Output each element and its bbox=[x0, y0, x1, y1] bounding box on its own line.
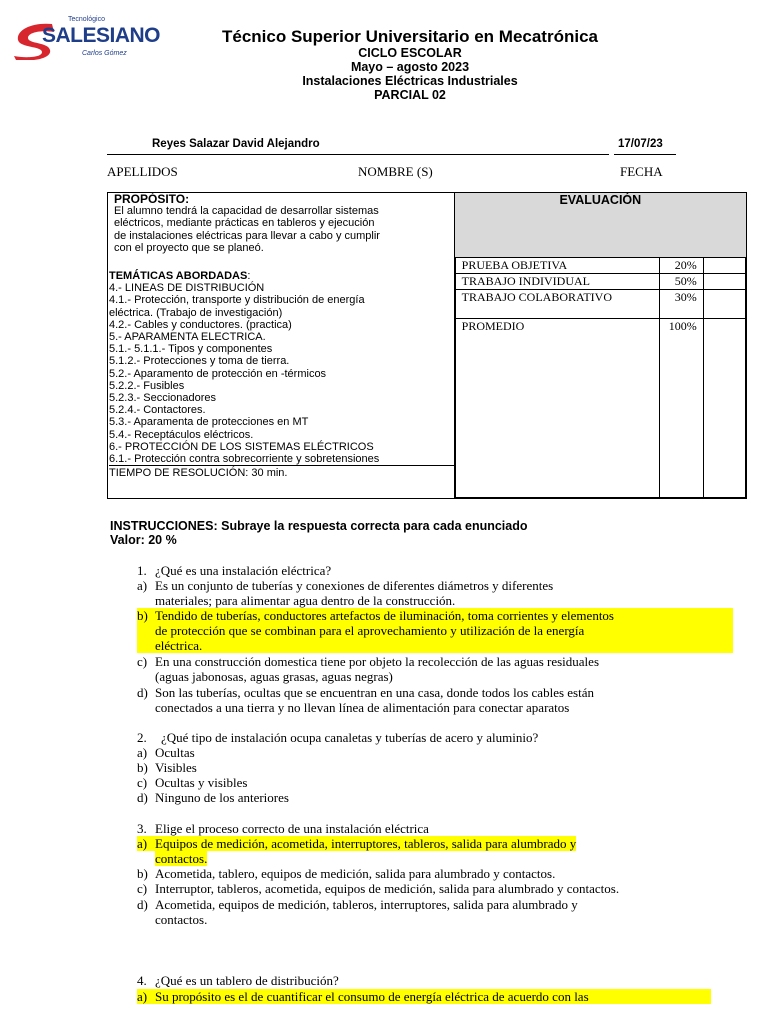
question-number: 3. bbox=[137, 821, 147, 836]
question-text: Elige el proceso correcto de una instalación eléctrica bbox=[155, 821, 429, 836]
question-2-option-c[interactable] bbox=[137, 775, 247, 790]
purpose-cell: PROPÓSITO: El alumno tendrá la capacidad de desarrollar sistemas eléctricos, mediante prácticas en tableros y ejecución de instalaciones eléctricas para llevar a cabo y cumplir con el proyecto que se planeó. TEMÁTICAS ABORDADAS: 4.- LINEAS DE DISTRIBUCIÓN 4.1.- Protección, transporte y distribución de energía eléctrica. (Trabajo de investigación) 4.2.- Cables y conductores. (practica) 5.- APARAMENTA ELECTRICA. 5.1.- 5.1.1.- Tipos y componentes 5.1.2.- Protecciones y toma de tierra. 5.2.- Aparamento de protección en -térmicos 5.2.2.- Fusibles 5.2.3.- Seccionadores 5.2.4.- Contactores. 5.3.- Aparamenta de protecciones en MT 5.4.- Receptáculos eléctricos. 6.- PROTECCIÓN DE LOS SISTEMAS ELÉCTRICOS 6.1.- Protección contra sobrecorriente y sobretensiones TIEMPO DE RESOLUCIÓN: 30 min. bbox=[108, 193, 455, 499]
evaluation-score bbox=[703, 258, 745, 274]
question-3-option-a[interactable] bbox=[137, 836, 576, 866]
option-text: contactos. bbox=[155, 851, 208, 866]
label-apellidos: APELLIDOS bbox=[107, 164, 178, 179]
student-date: 17/07/23 bbox=[618, 138, 663, 150]
name-underline bbox=[107, 154, 609, 155]
evaluation-label: PRUEBA OBJETIVA bbox=[455, 258, 659, 274]
question-number: 2. bbox=[137, 730, 147, 745]
logo-top-text: Tecnológico bbox=[68, 16, 105, 23]
question-4-option-a[interactable] bbox=[137, 989, 711, 1004]
option-letter: d) bbox=[137, 685, 148, 700]
option-letter: d) bbox=[137, 897, 148, 912]
option-letter: c) bbox=[137, 881, 148, 896]
option-letter: b) bbox=[137, 866, 148, 881]
date-underline bbox=[614, 154, 676, 155]
question-1 bbox=[137, 563, 331, 578]
topic-item: 6.- PROTECCIÓN DE LOS SISTEMAS ELÉCTRICOS bbox=[109, 440, 374, 453]
logo-sub: Carlos Gómez bbox=[82, 50, 127, 57]
exam-info-table bbox=[107, 192, 747, 499]
question-text: ¿Qué es un tablero de distribución? bbox=[155, 973, 339, 988]
evaluation-table bbox=[455, 257, 746, 498]
question-1-option-d[interactable] bbox=[137, 685, 594, 715]
question-1-option-a[interactable] bbox=[137, 578, 553, 608]
option-letter: c) bbox=[137, 654, 148, 669]
evaluation-row bbox=[455, 319, 745, 498]
question-2-option-d[interactable] bbox=[137, 790, 289, 805]
option-text: Son las tuberías, ocultas que se encuentran en una casa, donde todos los cables están bbox=[155, 685, 594, 700]
purpose-line: con el proyecto que se planeó. bbox=[114, 241, 264, 254]
option-letter: a) bbox=[137, 745, 148, 760]
option-text: Ocultas y visibles bbox=[155, 775, 248, 790]
topic-item: 5.2.- Aparamento de protección en -térmicos bbox=[109, 367, 327, 380]
topics-heading: TEMÁTICAS ABORDADAS bbox=[109, 270, 248, 283]
option-text: Es un conjunto de tuberías y conexiones de diferentes diámetros y diferentes bbox=[155, 578, 554, 593]
instructions-text: INSTRUCCIONES: Subraye la respuesta correcta para cada enunciado bbox=[110, 519, 528, 533]
purpose-line: de instalaciones eléctricas para llevar a cabo y cumplir bbox=[114, 229, 380, 242]
student-name: Reyes Salazar David Alejandro bbox=[152, 138, 320, 150]
option-text: En una construcción domestica tiene por objeto la recolección de las aguas residuales bbox=[155, 654, 599, 669]
evaluation-pct: 50% bbox=[659, 274, 703, 290]
instructions-value: Valor: 20 % bbox=[110, 533, 177, 547]
question-number: 4. bbox=[137, 973, 147, 988]
topic-item: 5.1.2.- Protecciones y toma de tierra. bbox=[109, 355, 290, 368]
option-letter: a) bbox=[137, 989, 148, 1004]
question-text: ¿Qué es una instalación eléctrica? bbox=[155, 563, 332, 578]
question-number: 1. bbox=[137, 563, 147, 578]
purpose-line: eléctricos, mediante prácticas en tableros y ejecución bbox=[114, 217, 375, 230]
option-letter: b) bbox=[137, 608, 148, 623]
purpose-heading: PROPÓSITO: bbox=[114, 192, 190, 206]
topic-item: 4.- LINEAS DE DISTRIBUCIÓN bbox=[109, 282, 265, 295]
question-2-option-b[interactable] bbox=[137, 760, 197, 775]
question-3-option-d[interactable] bbox=[137, 897, 578, 927]
option-text: Interruptor, tableros, acometida, equipos de medición, salida para alumbrado y contactos. bbox=[155, 881, 620, 896]
evaluation-pct: 100% bbox=[659, 319, 703, 498]
topic-item: 5.4.- Receptáculos eléctricos. bbox=[109, 428, 254, 441]
option-text: Visibles bbox=[155, 760, 197, 775]
option-letter: d) bbox=[137, 790, 148, 805]
option-text: eléctrica. bbox=[155, 638, 203, 653]
evaluation-row bbox=[455, 258, 745, 274]
option-text: Equipos de medición, acometida, interruptores, tableros, salida para alumbrado y bbox=[155, 836, 577, 851]
question-2-option-a[interactable] bbox=[137, 745, 195, 760]
topic-item: 5.2.2.- Fusibles bbox=[109, 379, 185, 392]
option-letter: a) bbox=[137, 578, 148, 593]
evaluation-label: TRABAJO COLABORATIVO bbox=[455, 290, 659, 319]
question-4 bbox=[137, 973, 339, 988]
topic-item: 5.1.- 5.1.1.- Tipos y componentes bbox=[109, 343, 273, 356]
topic-item: 5.3.- Aparamenta de protecciones en MT bbox=[109, 416, 309, 429]
header-line-course: Instalaciones Eléctricas Industriales bbox=[302, 74, 518, 88]
option-text: materiales; para alimentar agua dentro de la construcción. bbox=[155, 593, 456, 608]
resolution-time: TIEMPO DE RESOLUCIÓN: 30 min. bbox=[109, 467, 288, 480]
evaluation-row bbox=[455, 290, 745, 319]
option-text: contactos. bbox=[155, 912, 208, 927]
header-line-period: Mayo – agosto 2023 bbox=[350, 60, 470, 74]
option-text: conectados a una tierra y no llevan línea de alimentación para conectar aparatos bbox=[155, 700, 570, 715]
evaluation-heading: EVALUACIÓN bbox=[455, 193, 746, 257]
evaluation-row bbox=[455, 274, 745, 290]
topic-item: 6.1.- Protección contra sobrecorriente y sobretensiones bbox=[109, 453, 454, 466]
label-fecha: FECHA bbox=[620, 164, 663, 179]
option-text: Tendido de tuberías, conductores artefactos de iluminación, toma corrientes y elementos bbox=[155, 608, 614, 623]
page-title: Técnico Superior Universitario en Mecatrónica bbox=[221, 27, 598, 46]
topic-item: 4.2.- Cables y conductores. (practica) bbox=[109, 318, 292, 331]
evaluation-label: PROMEDIO bbox=[455, 319, 659, 498]
logo-brand: SALESIANO bbox=[42, 24, 161, 47]
question-2 bbox=[137, 730, 538, 745]
question-1-option-c[interactable] bbox=[137, 654, 599, 684]
label-nombre: NOMBRE (S) bbox=[358, 164, 433, 179]
option-text: Su propósito es el de cuantificar el consumo de energía eléctrica de acuerdo con las bbox=[155, 989, 589, 1004]
topic-item: eléctrica. (Trabajo de investigación) bbox=[109, 306, 283, 319]
option-text: Acometida, tablero, equipos de medición, salida para alumbrado y contactos. bbox=[155, 866, 556, 881]
evaluation-cell bbox=[454, 193, 746, 499]
topic-item: 5.2.3.- Seccionadores bbox=[109, 392, 217, 405]
topic-item: 4.1.- Protección, transporte y distribución de energía bbox=[109, 294, 365, 307]
topic-item: 5.2.4.- Contactores. bbox=[109, 404, 206, 417]
option-text: Ninguno de los anteriores bbox=[155, 790, 289, 805]
evaluation-score bbox=[703, 290, 745, 319]
question-3-option-c[interactable] bbox=[137, 881, 619, 896]
question-1-option-b[interactable] bbox=[137, 608, 733, 653]
question-3-option-b[interactable] bbox=[137, 866, 555, 881]
option-letter: b) bbox=[137, 760, 148, 775]
evaluation-score bbox=[703, 274, 745, 290]
purpose-line: El alumno tendrá la capacidad de desarrollar sistemas bbox=[114, 205, 379, 218]
option-text: de protección que se combinan para el aprovechamiento y utilización de la energía bbox=[155, 623, 585, 638]
option-text: Acometida, equipos de medición, tableros, interruptores, salida para alumbrado y bbox=[155, 897, 578, 912]
question-3 bbox=[137, 821, 429, 836]
evaluation-pct: 30% bbox=[659, 290, 703, 319]
option-letter: c) bbox=[137, 775, 148, 790]
evaluation-pct: 20% bbox=[659, 258, 703, 274]
question-text: ¿Qué tipo de instalación ocupa canaletas y tuberías de acero y aluminio? bbox=[161, 730, 539, 745]
topic-item: 5.- APARAMENTA ELECTRICA. bbox=[109, 331, 266, 344]
evaluation-score bbox=[703, 319, 745, 498]
option-text: Ocultas bbox=[155, 745, 195, 760]
option-letter: a) bbox=[137, 836, 148, 851]
logo bbox=[12, 16, 161, 62]
header-line-partial: PARCIAL 02 bbox=[374, 88, 446, 102]
evaluation-label: TRABAJO INDIVIDUAL bbox=[455, 274, 659, 290]
header-line-cycle: CICLO ESCOLAR bbox=[358, 46, 462, 60]
option-text: (aguas jabonosas, aguas grasas, aguas negras) bbox=[155, 669, 393, 684]
